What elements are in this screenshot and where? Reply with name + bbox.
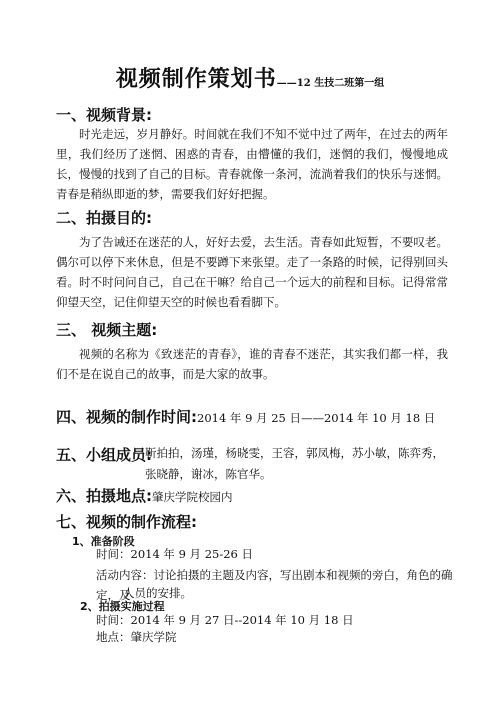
location-heading-label: 六、拍摄地点: (56, 487, 152, 505)
members-list: 靳拍拍，汤瑾，杨晓雯，王容，郭凤梅，苏小敏，陈弈秀，张晓静，谢冰，陈官华。 (145, 446, 444, 481)
process-step1-title: 1、准备阶段 (72, 535, 135, 548)
time-value: 2014 年 9 月 25 日——2014 年 10 月 18 日 (197, 411, 436, 425)
location-value: 肇庆学院校园内 (152, 490, 233, 504)
section-heading-theme: 三、 视频主题: (56, 321, 158, 339)
section-text-purpose: 为了告诫还在迷茫的人，好好去爱，去生活。青春如此短暂，不要叹老。偶尔可以停下来休息，但是不要蹲下来张望。走了一条路的时候，记得别回头看。时不时问问自己，自己在干嘛？给自己一个远大的前程和目标。记得常常仰望天空，记住仰望天空的时候也看看脚下。 (56, 235, 448, 309)
page-subtitle: ——12 生技二班第一组 (276, 78, 385, 89)
process-step2-location: 地点：肇庆学院 (96, 630, 177, 644)
section-heading-process: 七、视频的制作流程: (56, 513, 197, 531)
section-heading-purpose: 二、拍摄目的: (56, 209, 152, 227)
section-heading-time (56, 406, 435, 427)
process-step1-time: 时间：2014 年 9 月 25-26 日 (96, 547, 254, 561)
process-step1-content: 活动内容：讨论拍摄的主题及内容，写出剧本和视频的旁白，角色的确定，及 (96, 568, 453, 602)
section-text-background: 时光走远，岁月静好。时间就在我们不知不觉中过了两年，在过去的两年里，我们经历了迷惘、困惑的青春，由懵懂的我们，迷惘的我们，慢慢地成长，慢慢的找到了自己的目标。青春就像一条河，流淌着我们的快乐与迷惘。青春是稍纵即逝的梦，需要我们好好把握。 (56, 127, 448, 201)
process-step1-content-cont: 人员的安排。 (123, 586, 192, 600)
process-step2-title: 2、拍摄实施过程 (80, 600, 165, 613)
section-heading-members: 五、小组成员: (56, 446, 152, 464)
title-block (0, 62, 500, 93)
page-title: 视频制作策划书 (115, 66, 277, 92)
section-heading-background: 一、视频背景: (56, 106, 152, 124)
section-text-theme: 视频的名称为《致迷茫的青春》，谁的青春不迷茫，其实我们都一样，我们不是在说自己的故事，而是大家的故事。 (56, 347, 448, 381)
process-step2-time: 时间：2014 年 9 月 27 日--2014 年 10 月 18 日 (96, 613, 354, 627)
section-heading-location (56, 485, 233, 506)
time-heading-label: 四、视频的制作时间: (56, 408, 197, 426)
